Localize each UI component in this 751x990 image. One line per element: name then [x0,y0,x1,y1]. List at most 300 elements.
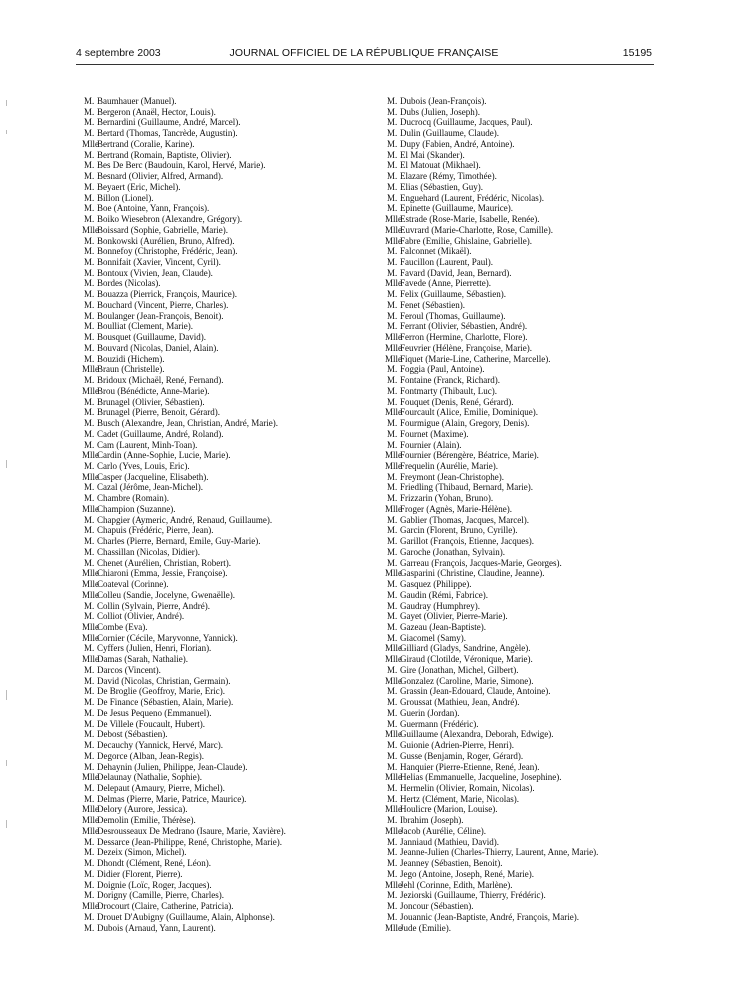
civility-title: M. [387,911,398,922]
civility-title: M. [84,600,95,611]
list-item [82,536,372,547]
person-name: Bouazza (Pierrick, François, Maurice). [97,289,237,300]
person-name: Favard (David, Jean, Bernard). [400,267,512,278]
civility-title: M. [84,836,95,847]
civility-title: M. [387,375,398,386]
person-name: Gazeau (Jean-Baptiste). [400,621,486,632]
person-name: Chapuis (Frédéric, Pierre, Jean). [97,525,214,536]
civility-title: Mlle [82,364,99,375]
civility-title: M. [84,289,95,300]
civility-title: M. [84,697,95,708]
civility-title: M. [84,525,95,536]
person-name: Ferrant (Olivier, Sébastien, André). [400,321,528,332]
person-name: Guionie (Adrien-Pierre, Henri). [400,740,514,751]
person-name: Fournier (Bérengère, Béatrice, Marie). [400,450,539,461]
person-name: Giacomel (Samy). [400,632,466,643]
person-name: Cornier (Cécile, Maryvonne, Yannick). [97,632,238,643]
civility-title: Mlle [385,407,402,418]
person-name: Champion (Suzanne). [97,503,176,514]
civility-title: M. [387,858,398,869]
list-item [82,751,372,762]
civility-title: M. [387,160,398,171]
list-item [385,300,675,311]
list-item [385,923,675,934]
person-name: Guillaume (Alexandra, Deborah, Edwige). [400,729,554,740]
civility-title: M. [84,278,95,289]
person-name: Collin (Sylvain, Pierre, André). [97,600,210,611]
list-item [82,719,372,730]
civility-title: Mlle [82,471,99,482]
person-name: Chapgier (Aymeric, André, Renaud, Guillaume). [97,514,273,525]
left-column [82,96,372,933]
civility-title: M. [84,299,95,310]
scan-margin-marks [0,0,12,990]
person-name: Colliot (Olivier, André). [97,611,185,622]
person-name: Coateval (Corinne). [97,579,169,590]
civility-title: Mlle [82,138,99,149]
person-name: Friedling (Thibaud, Bernard, Marie). [400,482,533,493]
list-item [385,901,675,912]
civility-title: M. [387,579,398,590]
list-item [82,762,372,773]
list-item [385,182,675,193]
list-item [385,611,675,622]
person-name: Bernardini (Guillaume, André, Marcel). [97,117,241,128]
person-name: Dorigny (Camille, Pierre, Charles). [97,890,224,901]
list-item [82,311,372,322]
civility-title: M. [387,321,398,332]
civility-title: M. [387,740,398,751]
civility-title: Mlle [385,825,402,836]
person-name: Freymont (Jean-Christophe). [400,471,504,482]
person-name: Dupy (Fabien, André, Antoine). [400,138,515,149]
civility-title: Mlle [82,825,99,836]
person-name: Chambre (Romain). [97,493,169,504]
person-name: Enguehard (Laurent, Frédéric, Nicolas). [400,192,544,203]
list-item [82,364,372,375]
list-item [82,804,372,815]
civility-title: M. [387,257,398,268]
person-name: Elias (Sébastien, Guy). [400,181,483,192]
person-name: Hanquier (Pierre-Etienne, René, Jean). [400,761,540,772]
civility-title: M. [84,482,95,493]
list-item [82,343,372,354]
person-name: Faucillon (Laurent, Paul). [400,257,493,268]
civility-title: M. [387,847,398,858]
list-item [82,128,372,139]
list-item [82,590,372,601]
civility-title: M. [84,192,95,203]
scan-mark [6,820,7,828]
civility-title: M. [84,740,95,751]
person-name: Groussat (Mathieu, Jean, André). [400,697,520,708]
list-item [385,332,675,343]
civility-title: M. [84,160,95,171]
list-item [82,579,372,590]
civility-title: Mlle [385,342,402,353]
civility-title: M. [84,203,95,214]
list-item [385,740,675,751]
person-name: Dezeix (Simon, Michel). [97,847,187,858]
civility-title: Mlle [385,224,402,235]
list-item [82,912,372,923]
list-item [82,601,372,612]
person-name: Braun (Christelle). [97,364,165,375]
list-item [385,568,675,579]
person-name: Bonnifait (Xavier, Vincent, Cyril). [97,257,221,268]
list-item [82,160,372,171]
civility-title: M. [387,718,398,729]
civility-title: M. [387,557,398,568]
list-item [385,397,675,408]
list-item [82,193,372,204]
civility-title: Mlle [385,460,402,471]
civility-title: M. [387,707,398,718]
civility-title: Mlle [385,654,402,665]
civility-title: M. [387,96,398,106]
list-item [385,214,675,225]
person-name: Gayet (Olivier, Pierre-Marie). [400,611,508,622]
civility-title: M. [84,106,95,117]
header-date: 4 septembre 2003 [76,47,161,59]
list-item [82,837,372,848]
civility-title: M. [84,514,95,525]
civility-title: M. [387,836,398,847]
person-name: Jacob (Aurélie, Céline). [400,825,486,836]
person-name: El Mai (Skander). [400,149,465,160]
civility-title: M. [84,353,95,364]
list-item [82,429,372,440]
person-name: Fabre (Emilie, Ghislaine, Gabrielle). [400,235,532,246]
civility-title: M. [387,299,398,310]
person-name: Degorce (Alban, Jean-Regis). [97,750,204,761]
journal-title: JOURNAL OFFICIEL DE LA RÉPUBLIQUE FRANÇAISE [229,47,499,59]
person-name: Busch (Alexandre, Jean, Christian, André, Marie). [97,418,278,429]
list-item [385,858,675,869]
list-item [385,107,675,118]
person-name: Bridoux (Michaël, René, Fernand). [97,375,224,386]
person-name: Delory (Aurore, Jessica). [97,804,188,815]
list-item [385,804,675,815]
list-item [385,697,675,708]
person-name: Epinette (Guillaume, Maurice). [400,203,513,214]
list-item [82,729,372,740]
scan-mark [6,460,7,468]
list-item [385,643,675,654]
civility-title: M. [84,257,95,268]
civility-title: M. [84,761,95,772]
list-item [385,783,675,794]
civility-title: M. [387,203,398,214]
list-item [385,429,675,440]
person-name: Euvrard (Marie-Charlotte, Rose, Camille). [400,224,553,235]
list-item [385,289,675,300]
civility-title: M. [387,106,398,117]
civility-title: M. [84,117,95,128]
person-name: Gasparini (Christine, Claudine, Jeanne). [400,568,545,579]
list-item [385,633,675,644]
list-item [82,708,372,719]
person-name: Jego (Antoine, Joseph, René, Marie). [400,868,534,879]
list-item [82,321,372,332]
civility-title: M. [84,321,95,332]
person-name: Brunagel (Olivier, Sébastien). [97,396,205,407]
person-name: Jude (Emilie). [400,922,451,933]
civility-title: M. [84,847,95,858]
list-item [385,719,675,730]
list-item [82,622,372,633]
civility-title: M. [84,546,95,557]
civility-title: M. [84,750,95,761]
civility-title: M. [387,546,398,557]
list-item [385,826,675,837]
civility-title: M. [84,310,95,321]
list-item [385,525,675,536]
civility-title: M. [84,396,95,407]
list-item [82,225,372,236]
civility-title: Mlle [385,353,402,364]
person-name: Baumhauer (Manuel). [97,96,177,106]
list-item [82,643,372,654]
person-name: Guerin (Jordan). [400,707,460,718]
civility-title: M. [387,117,398,128]
list-item [385,461,675,472]
civility-title: M. [387,192,398,203]
list-item [385,847,675,858]
civility-title: M. [387,267,398,278]
civility-title: M. [387,171,398,182]
person-name: Carlo (Yves, Louis, Eric). [97,460,190,471]
scan-mark [6,130,7,134]
list-item [82,354,372,365]
page-header [76,47,652,63]
list-item [385,536,675,547]
person-name: Bertrand (Coralie, Karine). [97,138,195,149]
person-name: Demolin (Emilie, Thérèse). [97,815,196,826]
person-name: De Villele (Foucault, Hubert). [97,718,206,729]
civility-title: M. [84,96,95,106]
list-item [82,117,372,128]
person-name: Debost (Sébastien). [97,729,168,740]
list-item [82,611,372,622]
list-item [385,236,675,247]
list-item [82,182,372,193]
civility-title: M. [84,879,95,890]
list-item [82,386,372,397]
civility-title: M. [84,718,95,729]
person-name: Froger (Agnès, Marie-Hélène). [400,503,512,514]
list-item [385,268,675,279]
list-item [385,171,675,182]
person-name: Gablier (Thomas, Jacques, Marcel). [400,514,529,525]
list-item [385,343,675,354]
list-item [385,472,675,483]
civility-title: M. [84,664,95,675]
person-name: Cardin (Anne-Sophie, Lucie, Marie). [97,450,231,461]
civility-title: M. [84,536,95,547]
list-item [82,482,372,493]
list-item [385,869,675,880]
list-item [82,289,372,300]
list-item [82,783,372,794]
civility-title: M. [387,793,398,804]
list-item [82,686,372,697]
person-name: Boissard (Sophie, Gabrielle, Marie). [97,224,228,235]
list-item [82,558,372,569]
person-name: Ibrahim (Joseph). [400,815,464,826]
person-name: Frizzarin (Yohan, Bruno). [400,493,494,504]
civility-title: M. [84,493,95,504]
civility-title: Mlle [385,643,402,654]
person-name: Boiko Wiesebron (Alexandre, Grégory). [97,214,243,225]
list-item [385,193,675,204]
civility-title: M. [387,514,398,525]
list-item [82,633,372,644]
civility-title: M. [387,493,398,504]
civility-title: Mlle [385,922,402,933]
list-item [385,407,675,418]
person-name: David (Nicolas, Christian, Germain). [97,675,231,686]
civility-title: M. [387,589,398,600]
person-name: Bouzidi (Hichem). [97,353,165,364]
list-item [385,354,675,365]
list-item [385,837,675,848]
person-name: Joncour (Sébastien). [400,901,474,912]
list-item [82,171,372,182]
person-name: De Finance (Sébastien, Alain, Marie). [97,697,234,708]
person-name: Giraud (Clotilde, Véronique, Marie). [400,654,533,665]
list-item [385,762,675,773]
person-name: Bontoux (Vivien, Jean, Claude). [97,267,213,278]
list-item [82,96,372,107]
civility-title: M. [387,621,398,632]
civility-title: M. [387,697,398,708]
person-name: Fourmigue (Alain, Gregory, Denis). [400,418,530,429]
person-name: Garillot (François, Etienne, Jacques). [400,536,534,547]
civility-title: Mlle [385,675,402,686]
person-name: Ferron (Hermine, Charlotte, Flore). [400,332,528,343]
person-name: Fouquet (Denis, René, Gérard). [400,396,514,407]
civility-title: M. [84,557,95,568]
civility-title: M. [387,901,398,912]
scan-mark [6,760,7,766]
civility-title: Mlle [385,879,402,890]
list-item [82,568,372,579]
person-name: Cyffers (Julien, Henri, Florian). [97,643,212,654]
list-item [385,139,675,150]
list-item [82,525,372,536]
list-item [385,128,675,139]
civility-title: M. [84,675,95,686]
person-name: Bordes (Nicolas). [97,278,161,289]
civility-title: M. [84,439,95,450]
list-item [82,815,372,826]
civility-title: M. [84,783,95,793]
list-item [385,246,675,257]
list-item [385,225,675,236]
list-item [385,890,675,901]
civility-title: M. [84,407,95,418]
civility-title: M. [84,922,95,933]
civility-title: M. [84,149,95,160]
person-name: Gaudray (Humphrey). [400,600,480,611]
person-name: Gaudin (Rémi, Fabrice). [400,589,488,600]
person-name: Drocourt (Claire, Catherine, Patricia). [97,901,234,912]
civility-title: M. [84,858,95,869]
list-item [385,96,675,107]
civility-title: M. [387,428,398,439]
person-name: Fournet (Maxime). [400,428,469,439]
list-item [82,472,372,483]
civility-title: Mlle [385,332,402,343]
list-item [385,547,675,558]
person-name: Gonzalez (Caroline, Marie, Simone). [400,675,534,686]
person-name: Falconnet (Mikaël). [400,246,472,257]
right-column [385,96,675,933]
list-item [385,482,675,493]
list-item [82,407,372,418]
civility-title: M. [387,536,398,547]
civility-title: M. [387,181,398,192]
list-item [385,257,675,268]
civility-title: Mlle [82,503,99,514]
list-item [82,794,372,805]
civility-title: Mlle [82,568,99,579]
list-item [385,386,675,397]
person-name: Besnard (Olivier, Alfred, Armand). [97,171,224,182]
list-item [82,665,372,676]
person-name: Jouannic (Jean-Baptiste, André, François, Marie). [400,911,579,922]
civility-title: Mlle [82,654,99,665]
civility-title: Mlle [82,579,99,590]
person-name: Favede (Anne, Pierrette). [400,278,491,289]
list-item [82,676,372,687]
person-name: Chassillan (Nicolas, Didier). [97,546,200,557]
person-name: Bonkowski (Aurélien, Bruno, Alfred). [97,235,235,246]
person-name: Bonnefoy (Christophe, Frédéric, Jean). [97,246,238,257]
person-name: Dubois (Arnaud, Yann, Laurent). [97,922,216,933]
civility-title: Mlle [385,214,402,225]
civility-title: M. [387,890,398,901]
civility-title: Mlle [82,385,99,396]
civility-title: Mlle [82,589,99,600]
list-item [385,440,675,451]
person-name: Didier (Florent, Pierre). [97,868,183,879]
list-item [385,150,675,161]
person-name: Delmas (Pierre, Marie, Patrice, Maurice). [97,793,247,804]
civility-title: M. [84,128,95,139]
person-name: Fourcault (Alice, Emilie, Dominique). [400,407,538,418]
civility-title: M. [387,439,398,450]
civility-title: M. [387,246,398,257]
civility-title: M. [84,267,95,278]
civility-title: Mlle [385,503,402,514]
person-name: Bes De Berc (Baudouin, Karol, Hervé, Marie). [97,160,266,171]
person-name: Desrousseaux De Medrano (Isaure, Marie, Xavière). [97,825,286,836]
civility-title: Mlle [385,278,402,289]
person-name: Cadet (Guillaume, André, Roland). [97,428,224,439]
civility-title: M. [84,890,95,901]
person-name: Jeziorski (Guillaume, Thierry, Frédéric). [400,890,546,901]
list-item [82,236,372,247]
list-item [82,375,372,386]
person-name: Bouchard (Vincent, Pierre, Charles). [97,299,229,310]
list-item [385,601,675,612]
civility-title: M. [387,761,398,772]
person-name: Bertrand (Romain, Baptiste, Olivier). [97,149,232,160]
civility-title: M. [84,418,95,429]
person-name: Dubois (Jean-François). [400,96,487,106]
